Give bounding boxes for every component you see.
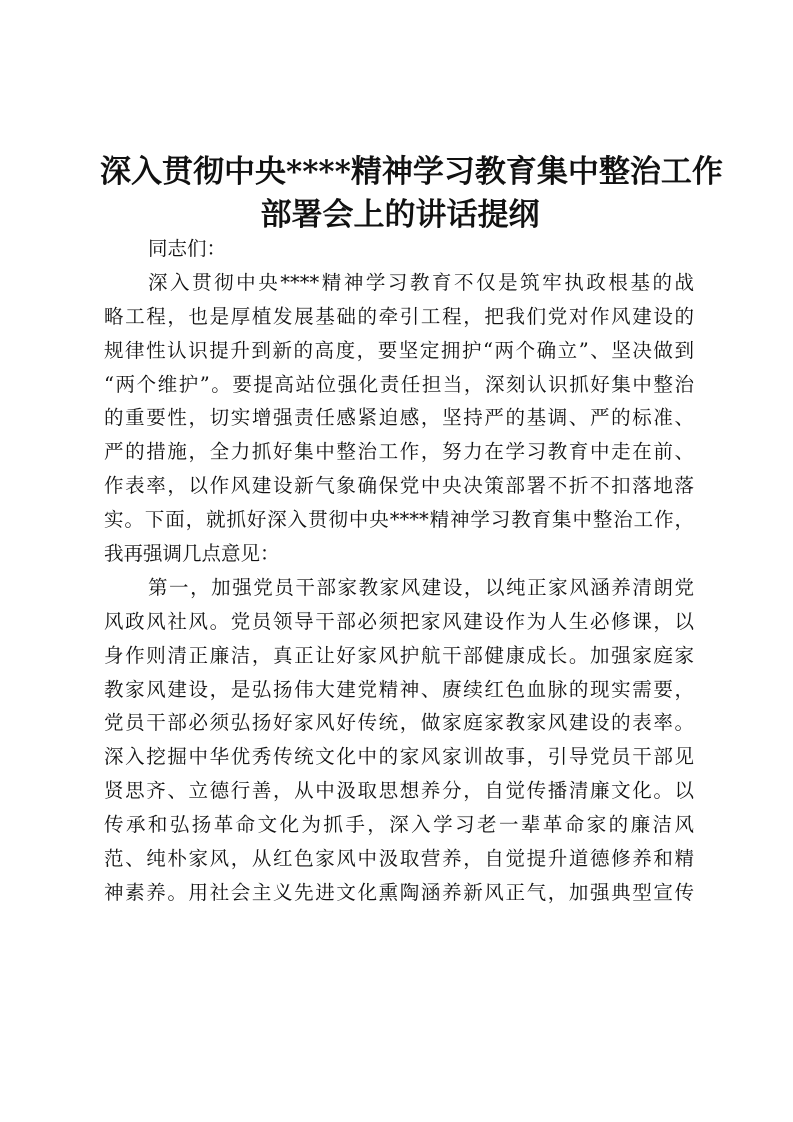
salutation: 同志们：	[148, 237, 227, 260]
paragraph-1-line: 略工程，也是厚植发展基础的牵引工程，把我们党对作风建设的	[104, 304, 694, 328]
paragraph-1-line: 深入贯彻中央****精神学习教育不仅是筑牢执政根基的战	[148, 270, 694, 294]
paragraph-2-line: 贤思齐、立德行善，从中汲取思想养分，自觉传播清廉文化。以	[104, 779, 694, 803]
paragraph-1-line: 我再强调几点意见：	[104, 542, 280, 566]
paragraph-2-line: 范、纯朴家风，从红色家风中汲取营养，自觉提升道德修养和精	[104, 847, 694, 871]
paragraph-1-line: “两个维护”。要提高站位强化责任担当，深刻认识抓好集中整治	[104, 372, 694, 396]
paragraph-2-line: 第一，加强党员干部家教家风建设，以纯正家风涵养清朗党	[148, 575, 694, 599]
document-title-line-2: 部署会上的讲话提纲	[260, 197, 540, 233]
paragraph-2-line: 传承和弘扬革命文化为抓手，深入学习老一辈革命家的廉洁风	[104, 813, 694, 837]
document-title-line-1: 深入贯彻中央****精神学习教育集中整治工作	[100, 154, 723, 190]
paragraph-1-line: 规律性认识提升到新的高度，要坚定拥护“两个确立”、坚决做到	[104, 338, 694, 362]
paragraph-1-line: 作表率，以作风建设新气象确保党中央决策部署不折不扣落地落	[104, 474, 694, 498]
paragraph-1-line: 的重要性，切实增强责任感紧迫感，坚持严的基调、严的标准、	[104, 406, 694, 430]
paragraph-2-line: 深入挖掘中华优秀传统文化中的家风家训故事，引导党员干部见	[104, 745, 694, 769]
paragraph-2-line: 神素养。用社会主义先进文化熏陶涵养新风正气，加强典型宣传	[104, 880, 694, 904]
paragraph-2-line: 风政风社风。党员领导干部必须把家风建设作为人生必修课，以	[104, 609, 694, 633]
paragraph-1-line: 严的措施，全力抓好集中整治工作，努力在学习教育中走在前、	[104, 440, 694, 464]
paragraph-2-line: 身作则清正廉洁，真正让好家风护航干部健康成长。加强家庭家	[104, 643, 694, 667]
paragraph-2-line: 党员干部必须弘扬好家风好传统，做家庭家教家风建设的表率。	[104, 711, 694, 735]
paragraph-1-line: 实。下面，就抓好深入贯彻中央****精神学习教育集中整治工作，	[104, 508, 694, 532]
document-body	[104, 232, 694, 910]
paragraph-2-line: 教家风建设，是弘扬伟大建党精神、赓续红色血脉的现实需要，	[104, 677, 694, 701]
